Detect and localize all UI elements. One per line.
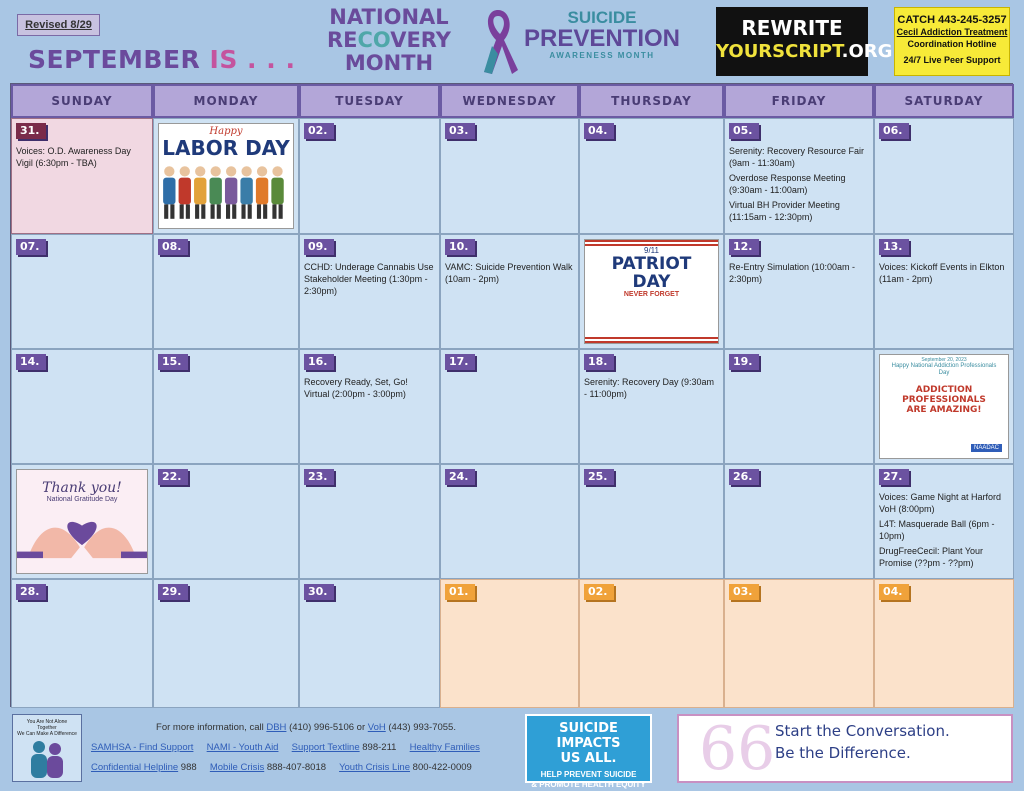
event-item: Overdose Response Meeting (9:30am - 11:00am): [729, 173, 846, 195]
event-item: Voices: O.D. Awareness Day Vigil (6:30pm - TBA): [16, 146, 131, 168]
date-badge: 23.: [304, 469, 334, 485]
thankyou-title: Thank you!: [42, 480, 122, 496]
day-cell[interactable]: [299, 118, 440, 234]
date-badge: 05.: [729, 123, 759, 139]
day-cell[interactable]: [299, 349, 440, 464]
date-badge: 02.: [304, 123, 334, 139]
day-cell[interactable]: [440, 349, 579, 464]
day-cell[interactable]: [874, 464, 1014, 579]
catch-title: CATCH 443-245-3257: [897, 14, 1007, 26]
date-badge: 27.: [879, 469, 909, 485]
day-header-tuesday: TUESDAY: [299, 84, 440, 118]
date-badge: 01.: [445, 584, 475, 600]
day-header-sunday: SUNDAY: [11, 84, 153, 118]
day-cell[interactable]: [440, 579, 579, 708]
date-badge: 04.: [879, 584, 909, 600]
day-cell[interactable]: [874, 118, 1014, 234]
date-badge: 03.: [729, 584, 759, 600]
healthy-families-link[interactable]: Healthy Families: [409, 742, 480, 753]
labor-image: [158, 123, 294, 229]
event-item: Recovery Ready, Set, Go! Virtual (2:00pm - 3:00pm): [304, 377, 408, 399]
day-cell[interactable]: [874, 349, 1014, 464]
date-badge: 24.: [445, 469, 475, 485]
nami-link[interactable]: NAMI - Youth Aid: [206, 742, 279, 753]
event-list: [304, 261, 435, 300]
september-word: SEPTEMBER: [28, 45, 201, 74]
day-cell[interactable]: [579, 349, 724, 464]
addiction-line1: ADDICTION: [915, 385, 973, 395]
day-header-thursday: THURSDAY: [579, 84, 724, 118]
sp-line1: SUICIDE: [567, 8, 637, 27]
date-badge: 06.: [879, 123, 909, 139]
suicide-impacts-banner: [525, 714, 652, 789]
footer-links-row2: Confidential Helpline 988 Mobile Crisis 888-407-8018 Youth Crisis Line 800-422-0009: [91, 762, 472, 773]
impacts-line1: SUICIDE IMPACTS: [556, 721, 621, 751]
workers-illustration-icon: [159, 159, 293, 225]
date-badge: 08.: [158, 239, 188, 255]
rys-line2: YOURSCRIPT.ORG: [716, 41, 893, 62]
impacts-line4: & PROMOTE HEALTH EQUITY: [531, 780, 646, 789]
day-header-monday: MONDAY: [153, 84, 299, 118]
nrm-line3: MONTH: [344, 51, 434, 75]
event-item: Serenity: Recovery Resource Fair (9am - 11:30am): [729, 146, 865, 168]
day-cell[interactable]: [299, 234, 440, 349]
day-cell[interactable]: [874, 234, 1014, 349]
labor-title: LABOR DAY: [162, 136, 290, 160]
voh-link[interactable]: VoH: [367, 722, 386, 733]
day-cell[interactable]: [724, 234, 874, 349]
date-badge: 28.: [16, 584, 46, 600]
day-cell[interactable]: [11, 464, 153, 579]
date-badge: 10.: [445, 239, 475, 255]
event-list: [879, 261, 1009, 288]
date-badge: 07.: [16, 239, 46, 255]
day-cell[interactable]: [11, 234, 153, 349]
date-badge: 02.: [584, 584, 614, 600]
date-badge: 30.: [304, 584, 334, 600]
event-item: L4T: Masquerade Ball (6pm - 10pm): [879, 519, 995, 541]
calendar-grid: [10, 83, 1013, 707]
event-list: [879, 491, 1009, 572]
thankyou-image: [16, 469, 148, 574]
day-cell[interactable]: [724, 349, 874, 464]
event-list: [729, 261, 869, 288]
impacts-line3: HELP PREVENT SUICIDE: [540, 770, 637, 779]
addiction-brand: NAADAC: [971, 444, 1002, 452]
footer-info: [91, 718, 521, 778]
day-cell[interactable]: [579, 118, 724, 234]
day-cell[interactable]: [153, 579, 299, 708]
samhsa-link[interactable]: SAMHSA - Find Support: [91, 742, 194, 753]
date-badge: 03.: [445, 123, 475, 139]
event-item: DrugFreeCecil: Plant Your Promise (??pm - ??pm): [879, 546, 984, 568]
day-cell[interactable]: [724, 118, 874, 234]
event-item: CCHD: Underage Cannabis Use Stakeholder Meeting (1:30pm - 2:30pm): [304, 262, 434, 296]
rys-line1: REWRITE: [741, 16, 843, 40]
day-cell[interactable]: [11, 349, 153, 464]
addiction-line3: ARE AMAZING!: [906, 405, 982, 415]
day-cell[interactable]: [440, 464, 579, 579]
catch-hotline-box: [894, 7, 1010, 76]
date-badge: 04.: [584, 123, 614, 139]
day-cell[interactable]: [874, 579, 1014, 708]
date-badge: 29.: [158, 584, 188, 600]
addiction-image: [879, 354, 1009, 459]
date-badge: 13.: [879, 239, 909, 255]
day-cell[interactable]: [11, 579, 153, 708]
event-item: Re-Entry Simulation (10:00am - 2:30pm): [729, 262, 856, 284]
footer-info-line: For more information, call DBH (410) 996-5106 or VoH (443) 993-7055.: [156, 722, 456, 733]
event-item: Virtual BH Provider Meeting (11:15am - 12:30pm): [729, 200, 840, 222]
day-cell[interactable]: [11, 118, 153, 234]
day-header-friday: FRIDAY: [724, 84, 874, 118]
heart-hands-icon: [17, 503, 147, 559]
patriot-date: 9/11: [644, 246, 659, 255]
date-badge: 14.: [16, 354, 46, 370]
youth-help-badge: [12, 714, 82, 782]
patriot-line2: DAY: [632, 272, 671, 292]
yh-line2: Together: [37, 725, 57, 731]
catch-line2: Coordination Hotline: [907, 39, 997, 49]
date-badge: 16.: [304, 354, 334, 370]
event-list: [445, 261, 574, 288]
footer-links-row1: SAMHSA - Find Support NAMI - Youth Aid Support Textline 898-211 Healthy Families: [91, 742, 480, 753]
confidential-link[interactable]: Confidential Helpline: [91, 762, 179, 773]
patriot-image: [584, 239, 719, 344]
nrm-line2: RECOVERY: [326, 28, 452, 52]
date-badge: 18.: [584, 354, 614, 370]
people-icon: [17, 737, 77, 779]
nrm-line1: NATIONAL: [329, 5, 449, 29]
event-list: [304, 376, 435, 403]
event-item: VAMC: Suicide Prevention Walk (10am - 2pm): [445, 262, 573, 284]
day-cell[interactable]: [153, 464, 299, 579]
yh-line1: You Are Not Alone: [26, 719, 68, 725]
date-badge: 15.: [158, 354, 188, 370]
day-cell[interactable]: [579, 579, 724, 708]
conversation-text: Start the Conversation. Be the Difference.: [775, 722, 950, 762]
sp-line2: PREVENTION: [523, 25, 681, 52]
date-badge: 26.: [729, 469, 759, 485]
sp-line3: AWARENESS MONTH: [549, 51, 655, 60]
day-cell[interactable]: [153, 118, 299, 234]
awareness-ribbon-icon: [478, 6, 518, 76]
textline-link[interactable]: Support Textline: [291, 742, 360, 753]
day-cell[interactable]: [299, 464, 440, 579]
day-cell[interactable]: [724, 464, 874, 579]
start-conversation-banner: [677, 714, 1013, 783]
event-item: Voices: Game Night at Harford VoH (8:00pm): [879, 492, 1002, 514]
event-list: [729, 145, 869, 226]
september-heading: [28, 45, 295, 74]
youth-crisis-link[interactable]: Youth Crisis Line: [339, 762, 411, 773]
september-is: IS . . .: [209, 45, 296, 74]
labor-happy: Happy: [209, 126, 243, 137]
suicide-prevention-logo: [522, 9, 682, 60]
date-badge: 22.: [158, 469, 188, 485]
yh-line3: We Can Make A Difference: [17, 731, 77, 737]
impacts-line2: US ALL.: [560, 751, 617, 766]
date-badge: 31.: [16, 123, 46, 139]
catch-line3: 24/7 Live Peer Support: [903, 55, 1001, 65]
day-cell[interactable]: [579, 234, 724, 349]
event-list: [584, 376, 719, 403]
day-header-saturday: SATURDAY: [874, 84, 1014, 118]
addiction-date: September 20, 2023: [921, 357, 967, 363]
day-cell[interactable]: [724, 579, 874, 708]
day-cell[interactable]: [440, 234, 579, 349]
day-header-wednesday: WEDNESDAY: [440, 84, 579, 118]
patriot-line3: NEVER FORGET: [623, 291, 680, 298]
date-badge: 19.: [729, 354, 759, 370]
day-cell[interactable]: [153, 349, 299, 464]
day-cell[interactable]: [579, 464, 724, 579]
event-item: Voices: Kickoff Events in Elkton (11am - 2pm): [879, 262, 1005, 284]
day-cell[interactable]: [440, 118, 579, 234]
addiction-title: Happy National Addiction Professionals Day: [891, 363, 997, 376]
revised-label: Revised 8/29: [17, 14, 100, 36]
mobile-crisis-link[interactable]: Mobile Crisis: [209, 762, 265, 773]
event-list: [16, 145, 148, 172]
thankyou-sub: National Gratitude Day: [46, 496, 118, 503]
catch-line1: Cecil Addiction Treatment: [896, 27, 1008, 37]
patriot-line1: PATRIOT: [611, 254, 692, 274]
national-recovery-month-logo: [313, 6, 465, 75]
rewrite-your-script-logo[interactable]: [716, 7, 893, 76]
event-item: Serenity: Recovery Day (9:30am - 11:00pm): [584, 377, 715, 399]
date-badge: 09.: [304, 239, 334, 255]
date-badge: 12.: [729, 239, 759, 255]
quote-icon: 66: [699, 714, 776, 784]
day-cell[interactable]: [153, 234, 299, 349]
day-cell[interactable]: [299, 579, 440, 708]
date-badge: 25.: [584, 469, 614, 485]
dbh-link[interactable]: DBH: [266, 722, 287, 733]
patriot-stripe-bottom: [585, 337, 718, 343]
addiction-line2: PROFESSIONALS: [902, 395, 986, 405]
date-badge: 17.: [445, 354, 475, 370]
